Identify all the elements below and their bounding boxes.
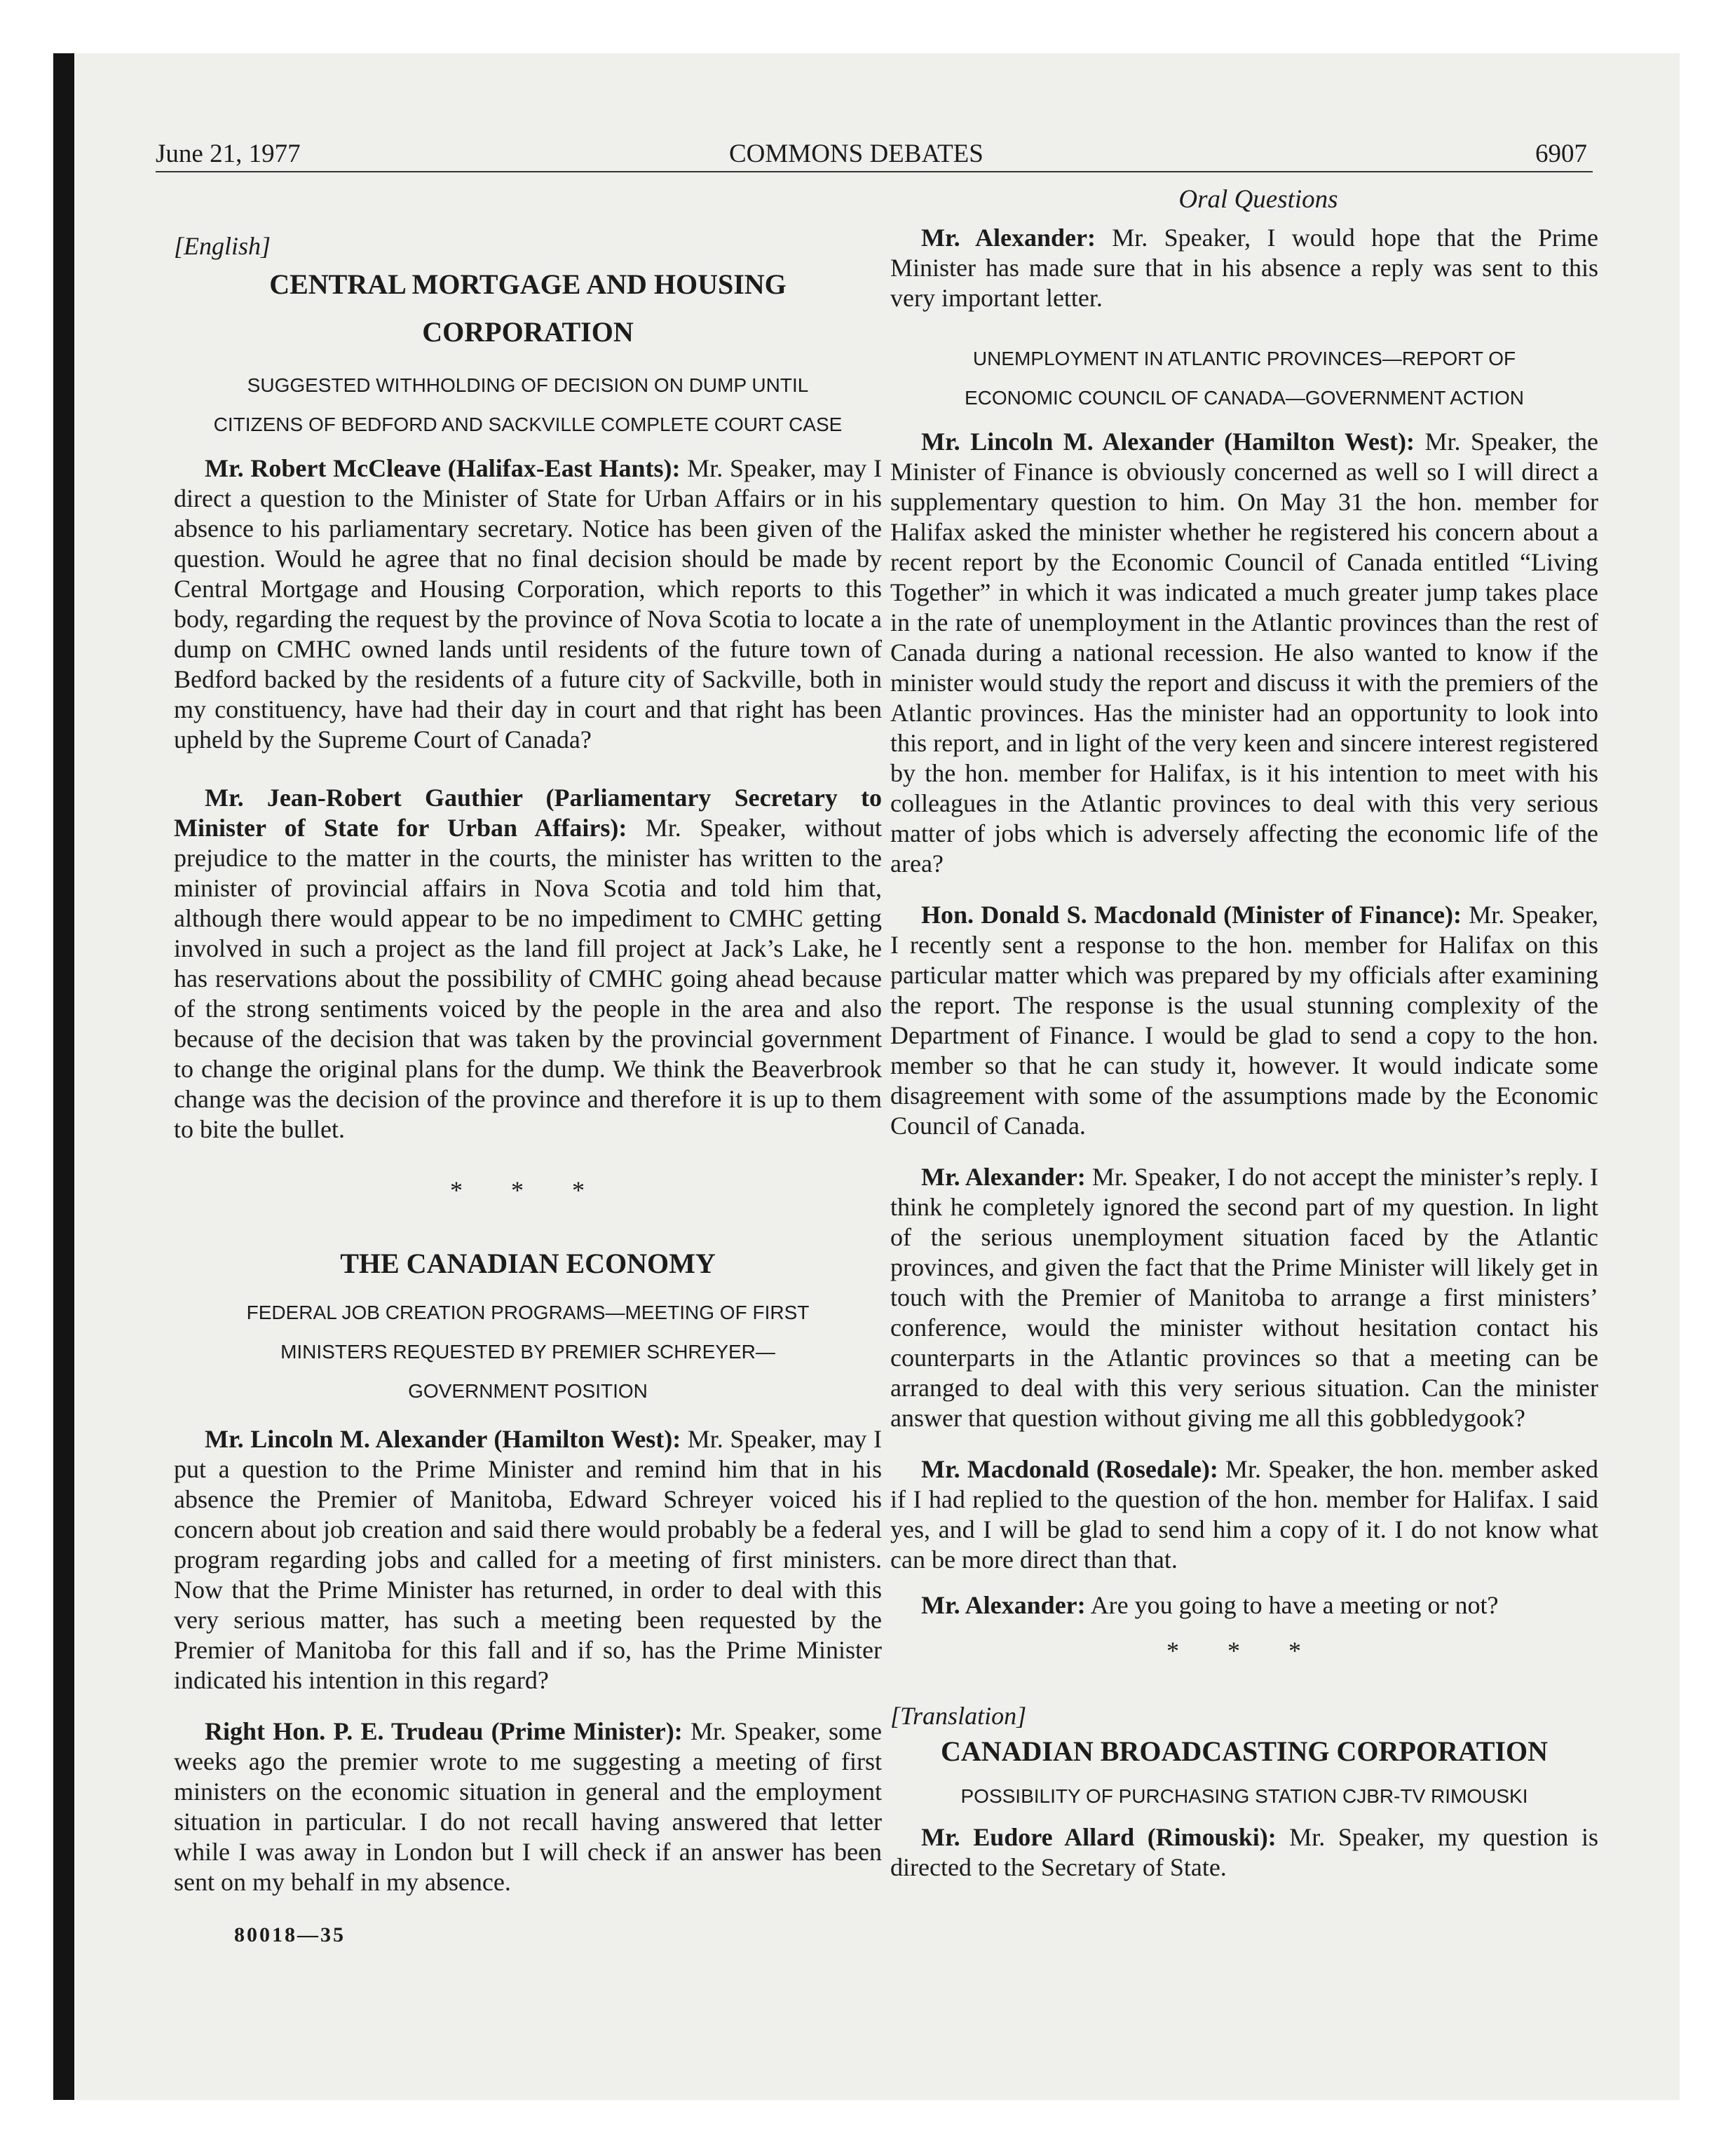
heading-cbc: CANADIAN BROADCASTING CORPORATION <box>941 1735 1548 1767</box>
subheading-job-creation-line3: GOVERNMENT POSITION <box>408 1380 648 1402</box>
scan-edge-bar <box>53 53 74 2100</box>
speech-trudeau <box>174 1717 882 1897</box>
subheading-unemployment-line2: ECONOMIC COUNCIL OF CANADA—GOVERNMENT ACTION <box>964 387 1525 409</box>
header-title: COMMONS DEBATES <box>729 139 984 168</box>
header-rule <box>156 171 1593 172</box>
speech-alexander-3 <box>890 427 1598 879</box>
speech-allard <box>890 1822 1598 1883</box>
speech-alexander-4-text: Mr. Speaker, I do not accept the minister’s reply. I think he completely ignored the second part of my question. In light of the serious unemployment situation faced by the Atlantic provinces, and given the fact that the Prime Minister will likely get in touch with the Premier of Manitoba to arrange a first ministers’ conference, would the minister without hesitation contact his counterparts in the Atlantic provinces so that a meeting can be arranged to deal with this very serious situation. Can the minister answer that question without giving me all this gobbledygook? <box>890 1163 1598 1432</box>
speech-alexander-5-text: Are you going to have a meeting or not? <box>1085 1591 1499 1619</box>
speech-macdonald-2 <box>890 1454 1598 1575</box>
speaker-alexander: Mr. Alexander: <box>921 224 1096 252</box>
speech-gauthier <box>174 783 882 1145</box>
speech-alexander-2-text: Mr. Speaker, I would hope that the Prime Minister has made sure that in his absence a reply was sent to this very important letter. <box>890 224 1599 312</box>
speech-mccleave <box>174 453 882 755</box>
subheading-dump-line2: CITIZENS OF BEDFORD AND SACKVILLE COMPLETE COURT CASE <box>213 414 843 435</box>
heading-canadian-economy: THE CANADIAN ECONOMY <box>340 1248 716 1279</box>
speaker-macdonald-rosedale: Mr. Macdonald (Rosedale): <box>921 1455 1218 1483</box>
speech-mccleave-text: Mr. Speaker, may I direct a question to the Minister of State for Urban Affairs or in his absence to his parliamentary secretary. Notice has been given of the question. Would he agree that no final decision should be made by Central Mortgage and Housing Corporation, which reports to this body, regarding the request by the province of Nova Scotia to locate a dump on CMHC owned lands until residents of the future town of Bedford backed by the residents of a future city of Sackville, both in my constituency, have had their day in court and that right has been upheld by the Supreme Court of Canada? <box>174 454 882 753</box>
speaker-allard: Mr. Eudore Allard (Rimouski): <box>921 1823 1277 1851</box>
speaker-alexander-2: Mr. Alexander: <box>921 1163 1086 1191</box>
speech-macdonald-1-text: Mr. Speaker, I recently sent a response to the hon. member for Halifax on this particular matter which was prepared by my officials after examining the report. The response is the usual stunning complexity of the Department of Finance. I would be glad to send a copy to the hon. member so that he can study it, however. It would indicate some disagreement with some of the assumptions made by the Economic Council of Canada. <box>890 901 1598 1140</box>
subheading-job-creation-line1: FEDERAL JOB CREATION PROGRAMS—MEETING OF FIRST <box>246 1302 810 1323</box>
subheading-cjbr-tv: POSSIBILITY OF PURCHASING STATION CJBR-TV RIMOUSKI <box>960 1785 1528 1807</box>
speech-gauthier-text: Mr. Speaker, without prejudice to the matter in the courts, the minister has written to the minister of provincial affairs in Nova Scotia and told him that, although there would appear to be no impediment to CMHC getting involved in such a project as the land fill project at Jack’s Lake, he has reservations about the possibility of CMHC going ahead because of the strong sentiments voiced by the people in the area and also because of the decision that was taken by the provincial government to change the original plans for the dump. We think the Beaverbrook change was the decision of the province and therefore it is up to them to bite the bullet. <box>174 814 882 1143</box>
heading-cmhc-line2: CORPORATION <box>422 316 634 348</box>
subheading-job-creation-line2: MINISTERS REQUESTED BY PREMIER SCHREYER— <box>280 1341 775 1363</box>
speech-alexander-5 <box>890 1590 1598 1621</box>
heading-cmhc-line1: CENTRAL MORTGAGE AND HOUSING <box>269 268 787 300</box>
section-separator-stars: * * * <box>450 1176 606 1204</box>
left-column <box>174 231 882 1897</box>
speaker-alexander-hamilton-west: Mr. Lincoln M. Alexander (Hamilton West): <box>205 1425 681 1453</box>
footer-print-code: 80018—35 <box>234 1923 346 1946</box>
speaker-macdonald-finance: Hon. Donald S. Macdonald (Minister of Finance): <box>921 901 1462 929</box>
speech-trudeau-text: Mr. Speaker, some weeks ago the premier wrote to me suggesting a meeting of first ministers on the economic situation in general and the employment situation in particular. I do not recall having answered that letter while I was away in London but I will check if an answer has been sent on my behalf in my absence. <box>174 1717 882 1896</box>
speech-macdonald-1 <box>890 900 1598 1141</box>
speech-alexander-2 <box>890 223 1598 313</box>
subheading-dump-line1: SUGGESTED WITHHOLDING OF DECISION ON DUMP UNTIL <box>247 374 809 396</box>
subheading-unemployment-line1: UNEMPLOYMENT IN ATLANTIC PROVINCES—REPORT OF <box>972 348 1516 369</box>
header-date: June 21, 1977 <box>156 139 301 168</box>
language-tag-english: [English] <box>174 232 271 260</box>
right-column <box>890 223 1598 1883</box>
speaker-trudeau: Right Hon. P. E. Trudeau (Prime Minister): <box>205 1717 683 1745</box>
speech-alexander-3-text: Mr. Speaker, the Minister of Finance is obviously concerned as well so I will direct a supplementary question to him. On May 31 the hon. member for Halifax asked the minister whether he registered his concern about a recent report by the Economic Council of Canada entitled “Living Together” in which it was indicated a much greater jump takes place in the rate of unemployment in the Atlantic provinces than the rest of Canada during a national recession. He also wanted to know if the minister would study the report and discuss it with the premiers of the Atlantic provinces. Has the minister had an opportunity to look into this report, and in light of the very keen and sincere interest registered by the hon. member for Halifax, is it his intention to meet with his colleagues in the Atlantic provinces to deal with this very serious matter of jobs which is adversely affecting the economic life of the area? <box>890 428 1598 878</box>
speech-allard-text: Mr. Speaker, my question is directed to the Secretary of State. <box>890 1823 1598 1881</box>
section-separator-stars-right: * * * <box>1166 1637 1322 1665</box>
speech-alexander-1-text: Mr. Speaker, may I put a question to the Prime Minister and remind him that in his absence the Premier of Manitoba, Edward Schreyer voiced his concern about job creation and said there would probably be a federal program regarding jobs and called for a meeting of first ministers. Now that the Prime Minister has returned, in order to deal with this very serious matter, has such a meeting been requested by the Premier of Manitoba for this fall and if so, has the Prime Minister indicated his intention in this regard? <box>174 1425 882 1694</box>
header-page-number: 6907 <box>1535 139 1587 168</box>
speaker-alexander-3: Mr. Alexander: <box>921 1591 1086 1619</box>
speaker-mccleave: Mr. Robert McCleave (Halifax-East Hants): <box>205 454 681 482</box>
speech-macdonald-2-text: Mr. Speaker, the hon. member asked if I had replied to the question of the hon. member for Halifax. I said yes, and I will be glad to send him a copy of it. I do not know what can be more direct than that. <box>890 1455 1598 1574</box>
language-tag-translation: [Translation] <box>890 1702 1027 1730</box>
speech-alexander-1 <box>174 1424 882 1696</box>
speaker-alexander-hamilton-west-2: Mr. Lincoln M. Alexander (Hamilton West): <box>921 428 1415 456</box>
running-head-oral-questions: Oral Questions <box>1178 185 1338 214</box>
speech-alexander-4 <box>890 1162 1598 1433</box>
speaker-gauthier: Mr. Jean-Robert Gauthier (Parliamentary Secretary to Minister of State for Urban Affairs): <box>174 784 882 842</box>
